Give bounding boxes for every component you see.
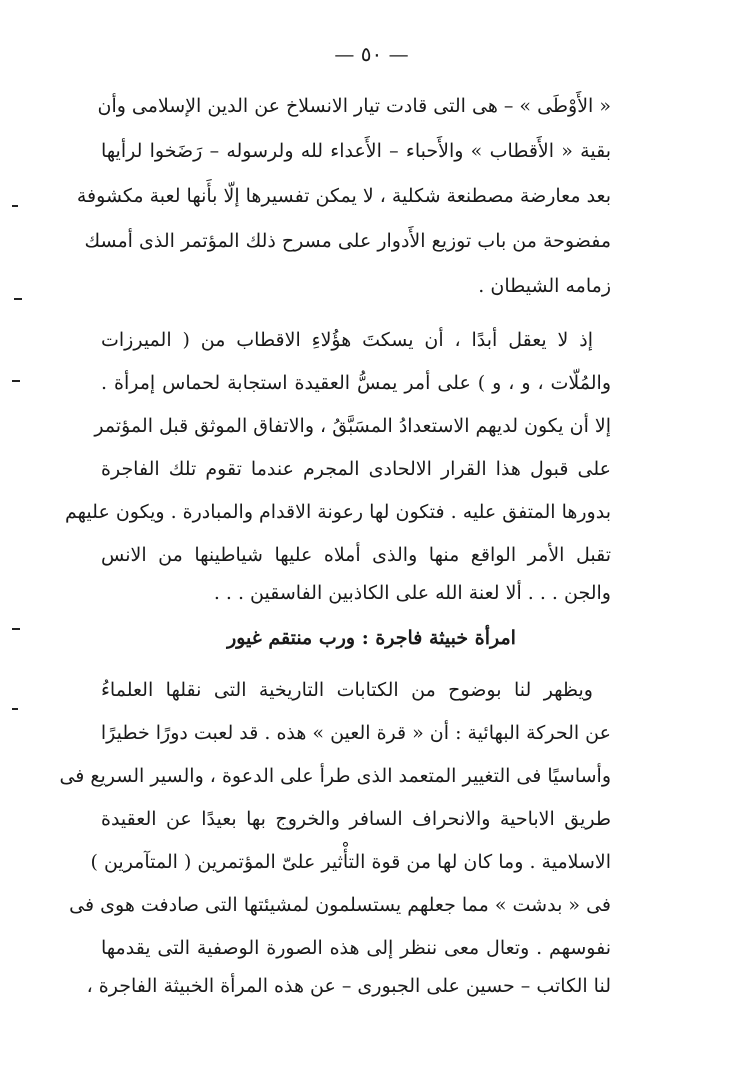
- paragraph-3-line-5: الاسلامية . وما كان لها من قوة التأْثير علىّ المؤتمرين ( المتآمرين ): [90, 851, 611, 873]
- section-heading: امرأة خبيثة فاجرة : ورب منتقم غيور: [227, 627, 516, 649]
- paragraph-2-line-2: والمُلّات ، و ، و ) على أمر يمسُّ العقيدة استجابة لحماس إمرأة .: [101, 372, 611, 394]
- scan-margin-mark: [12, 708, 18, 710]
- paragraph-1-line-4: مفضوحة من باب توزيع الأَدوار على مسرح ذلك المؤتمر الذى أمسك: [84, 230, 611, 252]
- paragraph-1-line-1: « الأَوْطَى » – هى التى قادت تيار الانسلاخ عن الدين الإسلامى وأن: [97, 95, 611, 117]
- paragraph-3-line-6: فى « بدشت » مما جعلهم يستسلمون لمشيئتها التى صادفت هوى فى: [69, 894, 611, 916]
- paragraph-2-line-5: بدورها المتفق عليه . فتكون لها رعونة الاقدام والمبادرة . ويكون عليهم: [65, 501, 611, 523]
- paragraph-3-line-3: وأساسيًا فى التغيير المتعمد الذى طرأ على الدعوة ، والسير السريع فى: [59, 765, 611, 787]
- paragraph-3-line-2: عن الحركة البهائية : أن « قرة العين » هذه . قد لعبت دورًا خطيرًا: [100, 722, 611, 744]
- paragraph-2-line-4: على قبول هذا القرار الالحادى المجرم عندما تقوم تلك الفاجرة: [101, 458, 611, 480]
- paragraph-3-line-7: نفوسهم . وتعال معى ننظر إلى هذه الصورة الوصفية التى يقدمها: [101, 937, 611, 959]
- scan-margin-mark: [12, 628, 20, 630]
- scan-margin-mark: [14, 298, 22, 300]
- paragraph-2-line-7: والجن . . . ألا لعنة الله على الكاذبين الفاسقين . . .: [213, 582, 611, 604]
- paragraph-1-line-2: بقية « الأَقطاب » والأَحباء – الأَعداء لله ولرسوله – رَضَخوا لرأيها: [101, 140, 611, 162]
- paragraph-3-line-4: طريق الاباحية والانحراف السافر والخروج بها بعيدًا عن العقيدة: [101, 808, 611, 830]
- page-number: — ٥٠ —: [334, 42, 409, 66]
- paragraph-3-line-8: لنا الكاتب – حسين على الجبورى – عن هذه المرأة الخبيثة الفاجرة ،: [86, 975, 611, 997]
- paragraph-2-line-6: تقبل الأمر الواقع منها والذى أملاه عليها شياطينها من الانس: [101, 544, 611, 566]
- paragraph-3-line-1: ويظهر لنا بوضوح من الكتابات التاريخية التى نقلها العلماءُ: [101, 679, 593, 701]
- scan-margin-mark: [12, 380, 20, 382]
- paragraph-1-line-3: بعد معارضة مصطنعة شكلية ، لا يمكن تفسيرها إلّا بأَنها لعبة مكشوفة: [76, 185, 611, 207]
- paragraph-1-line-5: زمامه الشيطان .: [478, 275, 611, 297]
- paragraph-2-line-3: إلا أن يكون لديهم الاستعدادُ المسَبَّقُ ، والاتفاق الموثق قبل المؤتمر: [94, 415, 611, 437]
- paragraph-2-line-1: إذ لا يعقل أبدًا ، أن يسكتَ هؤُلاءِ الاقطاب من ( الميرزات: [101, 329, 593, 351]
- scan-margin-mark: [12, 205, 18, 207]
